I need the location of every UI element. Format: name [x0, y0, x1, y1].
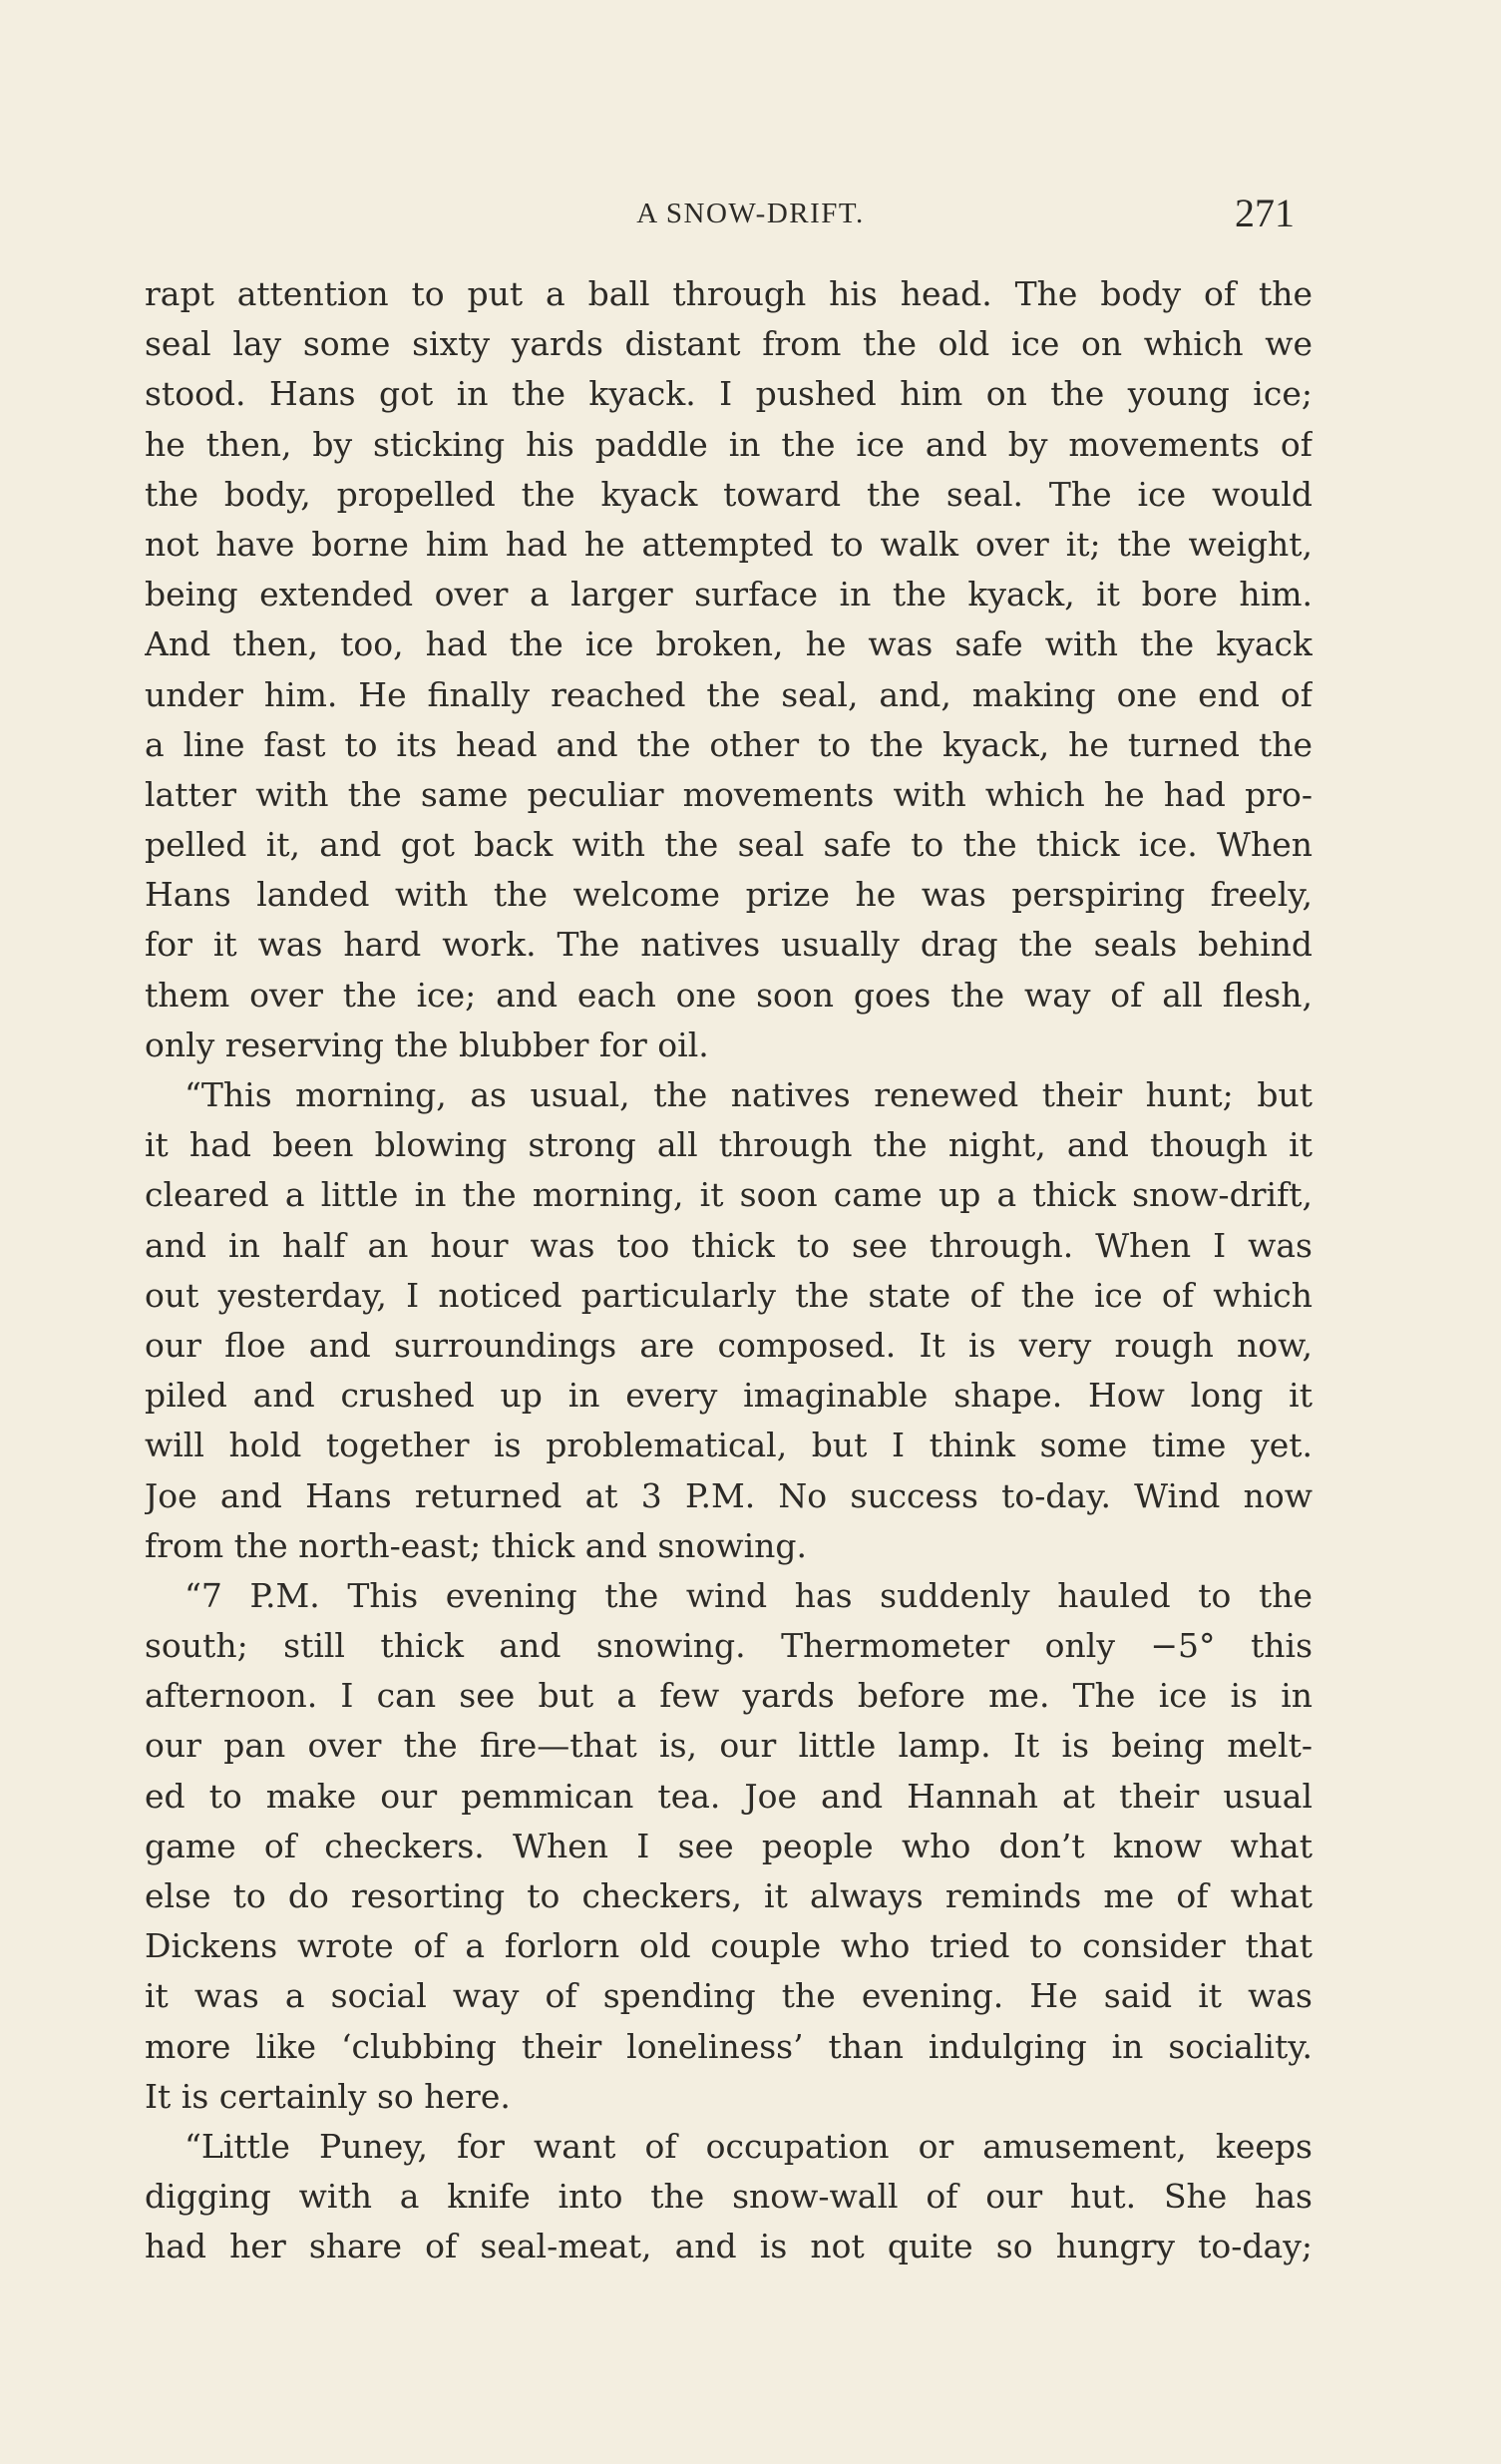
text-line: out yesterday, I noticed particularly the state of the ice of which — [145, 1275, 1313, 1315]
text-line: the body, propelled the kyack toward the seal. The ice would — [145, 474, 1313, 514]
text-line: and in half an hour was too thick to see through. When I was — [145, 1225, 1313, 1265]
text-line: had her share of seal-meat, and is not quite so hungry to-day; — [145, 2227, 1313, 2266]
text-line: our floe and surroundings are composed. It is very rough now, — [145, 1325, 1313, 1365]
text-line: afternoon. I can see but a few yards before me. The ice is in — [145, 1676, 1313, 1716]
text-line: not have borne him had he attempted to walk over it; the weight, — [145, 524, 1313, 564]
text-line: rapt attention to put a ball through his head. The body of the — [145, 274, 1313, 313]
text-line: Dickens wrote of a forlorn old couple who tried to consider that — [145, 1926, 1313, 1966]
text-line: it was a social way of spending the evening. He said it was — [145, 1976, 1313, 2016]
text-line: piled and crushed up in every imaginable shape. How long it — [145, 1376, 1313, 1416]
body-text — [145, 269, 1313, 2272]
text-line: them over the ice; and each one soon goes the way of all flesh, — [145, 975, 1313, 1015]
text-line: more like ‘clubbing their loneliness’ than indulging in sociality. — [145, 2026, 1313, 2066]
text-line: pelled it, and got back with the seal safe to the thick ice. When — [145, 825, 1313, 865]
text-line: digging with a knife into the snow-wall of our hut. She has — [145, 2177, 1313, 2217]
text-line: Joe and Hans returned at 3 P.M. No success to-day. Wind now — [145, 1475, 1313, 1515]
text-line: a line fast to its head and the other to the kyack, he turned the — [145, 724, 1313, 764]
text-line: from the north-east; thick and snowing. — [145, 1525, 808, 1565]
text-line: he then, by sticking his paddle in the ice and by movements of — [145, 424, 1313, 464]
text-line: ed to make our pemmican tea. Joe and Hannah at their usual — [145, 1776, 1313, 1816]
text-line: It is certainly so here. — [145, 2076, 511, 2116]
text-line: only reserving the blubber for oil. — [145, 1025, 709, 1064]
text-line: “7 P.M. This evening the wind has suddenly hauled to the — [185, 1575, 1313, 1615]
page-number: 271 — [1235, 191, 1295, 235]
running-title: A SNOW-DRIFT. — [636, 198, 865, 229]
text-line: for it was hard work. The natives usually drag the seals behind — [145, 925, 1313, 965]
text-line: seal lay some sixty yards distant from the old ice on which we — [145, 324, 1313, 364]
text-line: being extended over a larger surface in the kyack, it bore him. — [145, 575, 1313, 615]
text-line: cleared a little in the morning, it soon came up a thick snow-drift, — [145, 1175, 1313, 1215]
text-line: else to do resorting to checkers, it always reminds me of what — [145, 1876, 1313, 1915]
text-line: will hold together is problematical, but I think some time yet. — [145, 1426, 1313, 1465]
text-line: latter with the same peculiar movements with which he had pro- — [145, 774, 1313, 814]
text-line: game of checkers. When I see people who don’t know what — [145, 1826, 1313, 1865]
text-line: Hans landed with the welcome prize he was perspiring freely, — [145, 875, 1313, 915]
text-line: under him. He finally reached the seal, and, making one end of — [145, 674, 1313, 714]
text-line: it had been blowing strong all through the night, and though it — [145, 1125, 1313, 1165]
text-line: “This morning, as usual, the natives renewed their hunt; but — [185, 1075, 1313, 1114]
text-line: And then, too, had the ice broken, he was safe with the kyack — [145, 624, 1313, 664]
text-line: stood. Hans got in the kyack. I pushed him on the young ice; — [145, 374, 1313, 414]
text-line: our pan over the fire—that is, our little lamp. It is being melt- — [145, 1726, 1313, 1766]
text-line: “Little Puney, for want of occupation or amusement, keeps — [185, 2126, 1313, 2166]
text-line: south; still thick and snowing. Thermometer only −5° this — [145, 1626, 1313, 1666]
running-head — [0, 190, 1501, 249]
